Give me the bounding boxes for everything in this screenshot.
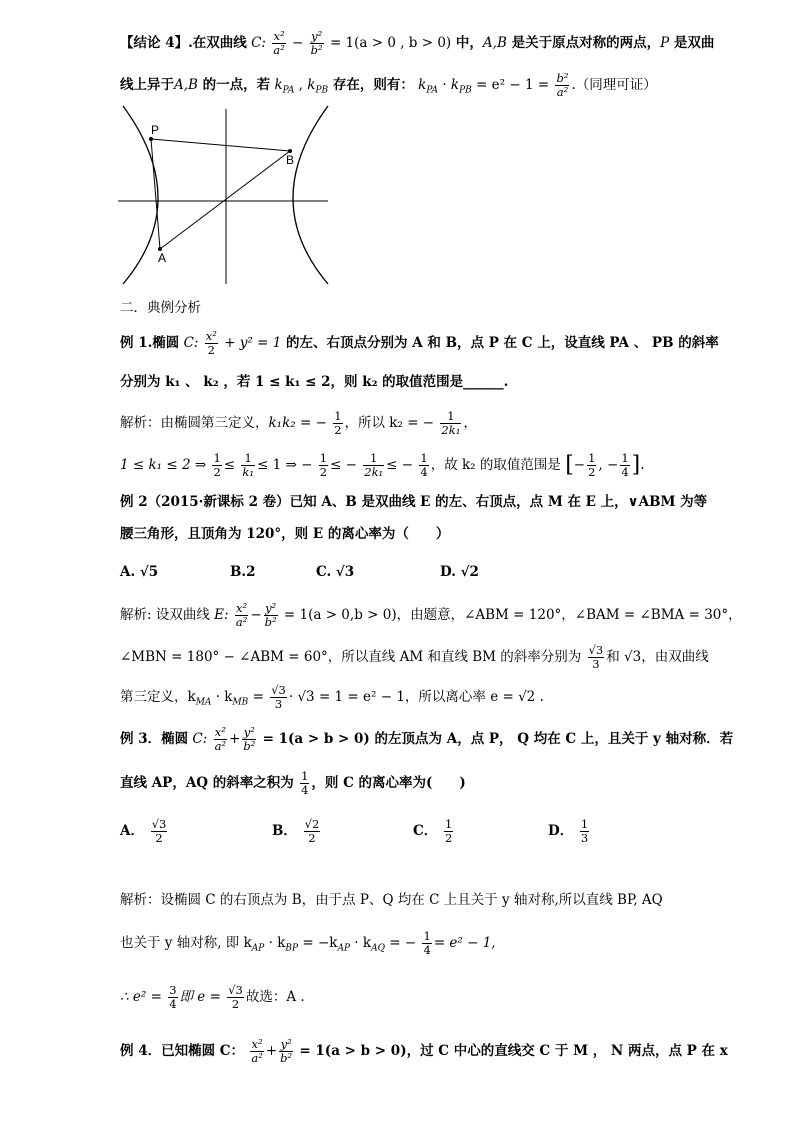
denominator: 2 bbox=[319, 465, 328, 479]
numerator: √2 bbox=[304, 817, 320, 831]
numerator: √3 bbox=[151, 817, 167, 831]
formula: = e² − 1, bbox=[433, 935, 496, 951]
example-text: 的左、右顶点分别为 A 和 B，点 P 在 C 上，设直线 PA 、 PB 的斜率 bbox=[281, 335, 719, 351]
numerator: y² bbox=[243, 725, 255, 739]
bracket: ] bbox=[631, 452, 641, 478]
numerator: 1 bbox=[420, 451, 428, 465]
fraction bbox=[250, 1038, 263, 1065]
numerator: √3 bbox=[588, 643, 604, 657]
sol2-line-1 bbox=[120, 602, 742, 629]
denominator: 2 bbox=[588, 465, 596, 479]
fraction bbox=[319, 452, 328, 479]
slope-k: k bbox=[274, 77, 283, 93]
fraction bbox=[363, 452, 384, 479]
solution-text: 解析：由椭圆第三定义， bbox=[120, 415, 269, 431]
conclusion-text: 是双曲 bbox=[669, 35, 715, 51]
denominator: a² bbox=[235, 615, 248, 629]
numerator: x² bbox=[205, 329, 217, 343]
denominator: b² bbox=[280, 1051, 293, 1065]
curve-name: C: bbox=[183, 335, 199, 351]
example-text: = 1(a > b > 0)，过 C 中心的直线交 C 于 M ， N 两点，点 P 在 x bbox=[299, 1043, 728, 1059]
sol3-line-3 bbox=[120, 984, 305, 1011]
ex2-line-2: 腰三角形，且顶角为 120°，则 E 的离心率为（ ） bbox=[120, 526, 450, 542]
sol1-line-2 bbox=[120, 452, 645, 479]
bracket: [ bbox=[565, 452, 574, 478]
operator: ≤ bbox=[223, 457, 236, 473]
option-label: B． bbox=[272, 823, 297, 839]
example-text: ，则 C 的离心率为( ) bbox=[311, 775, 466, 791]
fraction bbox=[227, 984, 244, 1011]
denominator: b² bbox=[264, 615, 277, 629]
denominator: 4 bbox=[301, 783, 309, 797]
fraction bbox=[270, 684, 287, 711]
formula: 1 ≤ k₁ ≤ 2 ⇒ bbox=[120, 457, 207, 473]
fraction bbox=[212, 452, 221, 479]
formula: 即 e = bbox=[179, 989, 221, 1005]
numerator: √3 bbox=[228, 983, 243, 997]
formula: ∴ e² = bbox=[120, 989, 162, 1005]
fraction bbox=[588, 644, 605, 671]
subscript: MA bbox=[195, 697, 212, 708]
solution-text: ∠MBN = 180° − ∠ABM = 60°，所以直线 AM 和直线 BM 的斜率分别为 bbox=[120, 649, 582, 665]
right-branch bbox=[293, 106, 328, 284]
ex2-option-a: A. √5 bbox=[120, 564, 159, 580]
fraction bbox=[333, 410, 342, 437]
solution-text: = 1(a > 0,b > 0)，由题意，∠ABM = 120°，∠BAM = ∠BMA = 30°， bbox=[283, 607, 742, 623]
numerator: 1 bbox=[621, 451, 629, 465]
hyperbola-graph bbox=[118, 104, 333, 286]
subscript: AP bbox=[337, 943, 351, 954]
ex3-line-1 bbox=[120, 726, 733, 753]
fraction bbox=[300, 770, 309, 797]
numerator: 1 bbox=[319, 451, 328, 465]
period: . bbox=[640, 457, 645, 473]
numerator: x² bbox=[251, 1037, 263, 1051]
curve-name: C: bbox=[192, 731, 208, 747]
fraction bbox=[168, 984, 177, 1011]
subscript: PB bbox=[459, 85, 472, 96]
formula: = e² − 1 = bbox=[471, 77, 554, 93]
fraction bbox=[555, 72, 569, 99]
numerator: 1 bbox=[241, 452, 255, 466]
operator: − bbox=[573, 457, 586, 473]
fraction bbox=[580, 818, 589, 845]
slope-k: k bbox=[450, 77, 460, 93]
solution-text: 和 √3，由双曲线 bbox=[606, 649, 709, 665]
denominator: a² bbox=[251, 1051, 263, 1065]
sol2-line-3 bbox=[120, 684, 544, 713]
denominator: 2 bbox=[334, 423, 342, 437]
operator: · k bbox=[264, 935, 286, 951]
example-label: 例 3．椭圆 bbox=[120, 731, 189, 747]
point-p-marker bbox=[149, 137, 153, 141]
numerator: √3 bbox=[271, 683, 286, 697]
numerator: 3 bbox=[169, 983, 177, 997]
conclusion-text: .（同理可证） bbox=[571, 77, 657, 93]
ex2-option-b: B.2 bbox=[230, 564, 256, 580]
points-ab: A,B bbox=[482, 35, 507, 51]
denominator: 4 bbox=[169, 997, 177, 1011]
fraction bbox=[205, 330, 218, 357]
numerator: y² bbox=[280, 1037, 292, 1051]
numerator: y² bbox=[311, 29, 323, 43]
numerator: 1 bbox=[580, 817, 589, 831]
operator: = − bbox=[384, 935, 417, 951]
label-a: A bbox=[158, 251, 167, 265]
denominator: 4 bbox=[621, 465, 629, 479]
subscript: AQ bbox=[371, 943, 385, 954]
example-text: 直线 AP，AQ 的斜率之积为 bbox=[120, 775, 294, 791]
ex3-line-2 bbox=[120, 770, 466, 797]
numerator: 1 bbox=[444, 817, 453, 831]
denominator: 2 bbox=[308, 831, 316, 845]
denominator: 2 bbox=[444, 831, 453, 845]
denominator: 2 bbox=[207, 343, 215, 357]
conclusion-text: 存在，则有： bbox=[328, 77, 414, 93]
slope-k: k bbox=[418, 77, 427, 93]
segment-pb bbox=[151, 139, 290, 151]
ex3-option-b bbox=[272, 818, 322, 845]
fraction bbox=[310, 30, 324, 57]
numerator: 1 bbox=[588, 451, 596, 465]
denominator: 4 bbox=[420, 465, 428, 479]
fraction bbox=[444, 818, 453, 845]
fraction bbox=[422, 930, 431, 957]
denominator: a² bbox=[273, 43, 285, 57]
operator: · k bbox=[350, 935, 372, 951]
label-p: P bbox=[151, 123, 160, 137]
sol3-line-1: 解析：设椭圆 C 的右顶点为 B，由于点 P、Q 均在 C 上且关于 y 轴对称,所以直线 BP, AQ bbox=[120, 892, 663, 908]
operator: + bbox=[229, 731, 241, 747]
denominator: 2 bbox=[213, 465, 221, 479]
conclusion-line-1 bbox=[120, 30, 714, 57]
numerator: 1 bbox=[363, 452, 384, 466]
denominator: 2 bbox=[231, 997, 240, 1011]
sol1-line-1 bbox=[120, 410, 477, 437]
ex2-line-1: 例 2（2015·新课标 2 卷）已知 A、B 是双曲线 E 的左、右顶点，点 M 在 E 上，∨ABM 为等 bbox=[120, 494, 708, 510]
subscript: AP bbox=[251, 943, 265, 954]
numerator: 1 bbox=[213, 451, 221, 465]
operator: ≤ 1 ⇒ − bbox=[257, 457, 313, 473]
operator: + bbox=[265, 1043, 278, 1059]
numerator: 1 bbox=[334, 409, 342, 423]
slope-k: k bbox=[307, 77, 316, 93]
operator: = −k bbox=[298, 935, 338, 951]
denominator: 3 bbox=[580, 831, 589, 845]
solution-text: ，所以 k₂ = − bbox=[344, 415, 435, 431]
comma: , bbox=[294, 77, 308, 93]
solution-text: ，故 k₂ 的取值范围是 bbox=[430, 457, 561, 473]
numerator: 1 bbox=[301, 769, 309, 783]
example-label: 例 4．已知椭圆 C： bbox=[120, 1043, 245, 1059]
ex3-option-d bbox=[548, 818, 591, 845]
denominator: 3 bbox=[592, 657, 600, 671]
operator: ≤ − bbox=[386, 457, 414, 473]
ex3-option-a bbox=[120, 818, 169, 845]
operator: = bbox=[248, 689, 264, 705]
sol3-line-2 bbox=[120, 930, 496, 959]
denominator: k₁ bbox=[242, 465, 254, 479]
subscript: PA bbox=[426, 85, 439, 96]
denominator: a² bbox=[214, 739, 227, 753]
conclusion-text: 是关于原点对称的两点， bbox=[506, 35, 661, 51]
conclusion-line-2: 线上异于A,B 的一点，若 $k_{PA}$ , $k_{PB}$ 存在，则有： $k_{PA} \cdot k_{PB} = e^2 - 1$ = $\frac{\text{b²}}{\text{a²}}$ .（同理可证） bbox=[120, 71, 657, 99]
fraction bbox=[151, 818, 168, 845]
curve-name: E: bbox=[214, 607, 229, 623]
numerator: b² bbox=[556, 71, 569, 85]
denominator: b² bbox=[310, 43, 323, 57]
ex3-option-c bbox=[413, 818, 455, 845]
operator: · k bbox=[211, 689, 233, 705]
option-label: C． bbox=[413, 823, 438, 839]
denominator: b² bbox=[243, 739, 256, 753]
points-ab: A,B bbox=[174, 77, 198, 93]
curve-name: C: bbox=[251, 35, 266, 51]
denominator: 3 bbox=[274, 697, 283, 711]
fraction bbox=[264, 602, 278, 629]
fraction bbox=[419, 452, 428, 479]
condition: = 1(a > 0 , b > 0) bbox=[329, 35, 452, 51]
operator: − bbox=[250, 607, 262, 623]
numerator: 1 bbox=[440, 410, 461, 424]
conclusion-text: .在双曲线 bbox=[188, 35, 247, 51]
ex1-line-2: 分别为 k₁ 、 k₂ ，若 1 ≤ k₁ ≤ 2，则 k₂ 的取值范围是______. bbox=[120, 374, 509, 390]
equation: + y² = 1 bbox=[224, 335, 282, 351]
fraction bbox=[241, 452, 255, 479]
conclusion-text: 中， bbox=[451, 35, 483, 51]
example-label: 例 1.椭圆 bbox=[120, 335, 180, 351]
fraction bbox=[279, 1038, 293, 1065]
numerator: y² bbox=[265, 601, 277, 615]
sol2-line-2 bbox=[120, 644, 709, 671]
numerator: 1 bbox=[423, 929, 431, 943]
minus-sign: − bbox=[292, 35, 304, 51]
solution-text: ， bbox=[463, 415, 477, 431]
conclusion-label: 【结论 4】 bbox=[120, 35, 189, 51]
solution-text: 第三定义，k bbox=[120, 689, 196, 705]
fraction bbox=[272, 30, 285, 57]
solution-text: · √3 = 1 = e² − 1，所以离心率 e = √2 . bbox=[288, 689, 544, 705]
denominator: 2k₁ bbox=[441, 423, 461, 437]
denominator: 2k₁ bbox=[364, 465, 384, 479]
ex4-line-1 bbox=[120, 1038, 728, 1065]
denominator: 2 bbox=[155, 831, 163, 845]
option-label: D． bbox=[548, 823, 574, 839]
numerator: x² bbox=[214, 725, 226, 739]
subscript: BP bbox=[285, 943, 299, 954]
ex2-option-d: D. √2 bbox=[440, 564, 479, 580]
denominator: a² bbox=[556, 85, 569, 99]
example-text: = 1(a > b > 0) 的左顶点为 A，点 P， Q 均在 C 上，且关于 y 轴对称．若 bbox=[262, 731, 734, 747]
fraction bbox=[235, 602, 248, 629]
solution-text: 故选：A . bbox=[245, 989, 305, 1005]
fraction bbox=[587, 452, 596, 479]
ex1-line-1 bbox=[120, 330, 719, 357]
fraction bbox=[620, 452, 629, 479]
fraction bbox=[304, 818, 321, 845]
fraction bbox=[242, 726, 256, 753]
separator: , − bbox=[598, 457, 619, 473]
numerator: x² bbox=[236, 601, 248, 615]
solution-text: 解析: 设双曲线 bbox=[120, 607, 210, 623]
label-b: B bbox=[286, 153, 295, 167]
subscript: PA bbox=[282, 85, 295, 96]
formula: k₁k₂ = − bbox=[268, 415, 327, 431]
point-p: P bbox=[660, 35, 670, 51]
subscript: PB bbox=[315, 85, 329, 96]
numerator: x² bbox=[273, 29, 285, 43]
section-title: 二．典例分析 bbox=[120, 300, 201, 316]
conclusion-text: 的一点，若 bbox=[197, 77, 271, 93]
solution-text: 也关于 y 轴对称, 即 k bbox=[120, 935, 252, 951]
conclusion-text: 线上异于 bbox=[120, 77, 174, 93]
segment-ab bbox=[160, 151, 290, 249]
operator: ≤ − bbox=[330, 457, 357, 473]
denominator: 4 bbox=[423, 943, 431, 957]
subscript: MB bbox=[232, 697, 249, 708]
option-label: A． bbox=[120, 823, 144, 839]
ex2-option-c: C. √3 bbox=[316, 564, 355, 580]
fraction bbox=[214, 726, 227, 753]
fraction bbox=[440, 410, 461, 437]
